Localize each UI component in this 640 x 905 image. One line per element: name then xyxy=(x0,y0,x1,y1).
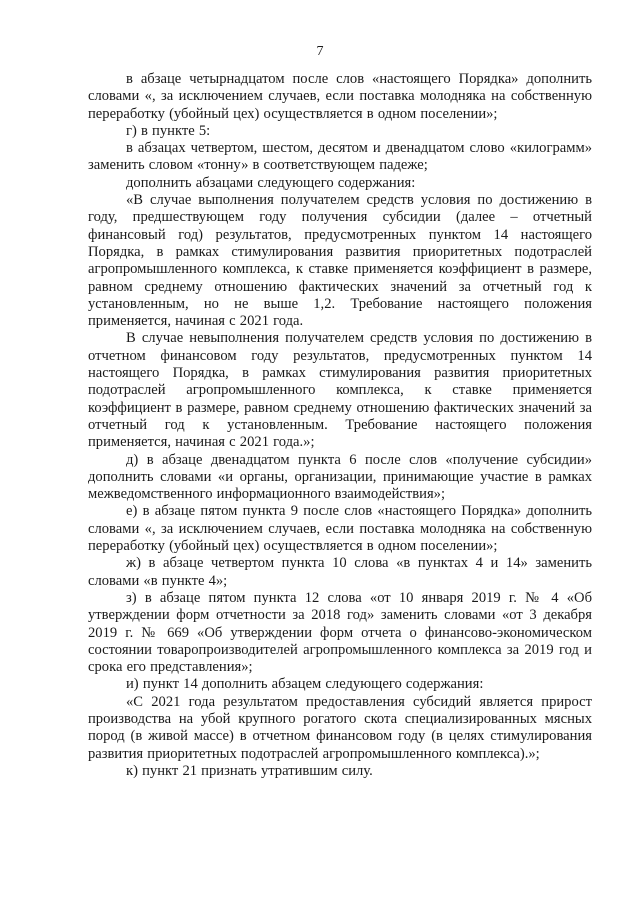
paragraph-item-i: и) пункт 14 дополнить абзацем следующего содержания: xyxy=(126,676,484,693)
paragraph-kilogramm-replace: в абзацах четвертом, шестом, десятом и двенадцатом слово «килограмм» заменить словом «тонну» в соответствующем падеже; xyxy=(88,140,592,174)
paragraph-quote-2021-result: «С 2021 года результатом предоставления субсидий является прирост производства на убой крупного рогатого скота специализированных мясных пород (в живой массе) в отчетном финансовом году (в целях стимулирования развития приоритетных подотраслей агропромышленного комплекса).»; xyxy=(88,693,592,762)
paragraph-quote-vypolnenie: «В случае выполнения получателем средств условия по достижению в году, предшествующем году получения субсидии (далее – отчетный финансовый год) результатов, предусмотренных пунктом 14 настоящего Порядка, в рамках стимулирования развития приоритетных подотраслей агропромышленного комплекса, к ставке применяется коэффициент в размере, равном среднему отношению фактических значений за отчетный год к установленным, но не выше 1,2. Требование настоящего положения применяется, начиная с 2021 года. xyxy=(88,192,592,330)
paragraph-item-zh: ж) в абзаце четвертом пункта 10 слова «в пунктах 4 и 14» заменить словами «в пункте 4»; xyxy=(88,555,592,589)
paragraph-add-abzacy: дополнить абзацами следующего содержания: xyxy=(126,174,416,191)
paragraph-item-z: з) в абзаце пятом пункта 12 слова «от 10 января 2019 г. № 4 «Об утверждении форм отчетности за 2018 год» заменить словами «от 3 декабря 2019 г. № 669 «Об утверждении форм отчета о финансово-экономическом состоянии товаропроизводителей агропромышленного комплекса за 2019 год и срока его представления»; xyxy=(88,589,592,676)
paragraph-punkt-5-heading: г) в пункте 5: xyxy=(126,122,211,139)
paragraph-item-k: к) пункт 21 признать утратившим силу. xyxy=(126,762,373,779)
paragraph-quote-nevypolnenie: В случае невыполнения получателем средств условия по достижению в отчетном финансовом году результатов, предусмотренных пунктом 14 настоящего Порядка, в рамках стимулирования развития приоритетных подотраслей агропромышленного комплекса, к ставке применяется коэффициент в размере, равном среднему отношению фактических значений за отчетный год к установленным. Требование настоящего положения применяется, начиная с 2021 года.»; xyxy=(88,330,592,451)
paragraph-item-d: д) в абзаце двенадцатом пункта 6 после слов «получение субсидии» дополнить словами «и органы, организации, принимающие участие в рамках межведомственного информационного взаимодействия»; xyxy=(88,451,592,503)
paragraph-item-e: е) в абзаце пятом пункта 9 после слов «настоящего Порядка» дополнить словами «, за исключением случаев, если поставка молодняка на собственную переработку (убойный цех) осуществляется в одном поселении»; xyxy=(88,503,592,555)
page-number: 7 xyxy=(316,44,324,59)
document-body xyxy=(88,71,592,780)
paragraph-abzac-14: в абзаце четырнадцатом после слов «настоящего Порядка» дополнить словами «, за исключением случаев, если поставка молодняка на собственную переработку (убойный цех) осуществляется в одном поселении»; xyxy=(88,71,592,122)
